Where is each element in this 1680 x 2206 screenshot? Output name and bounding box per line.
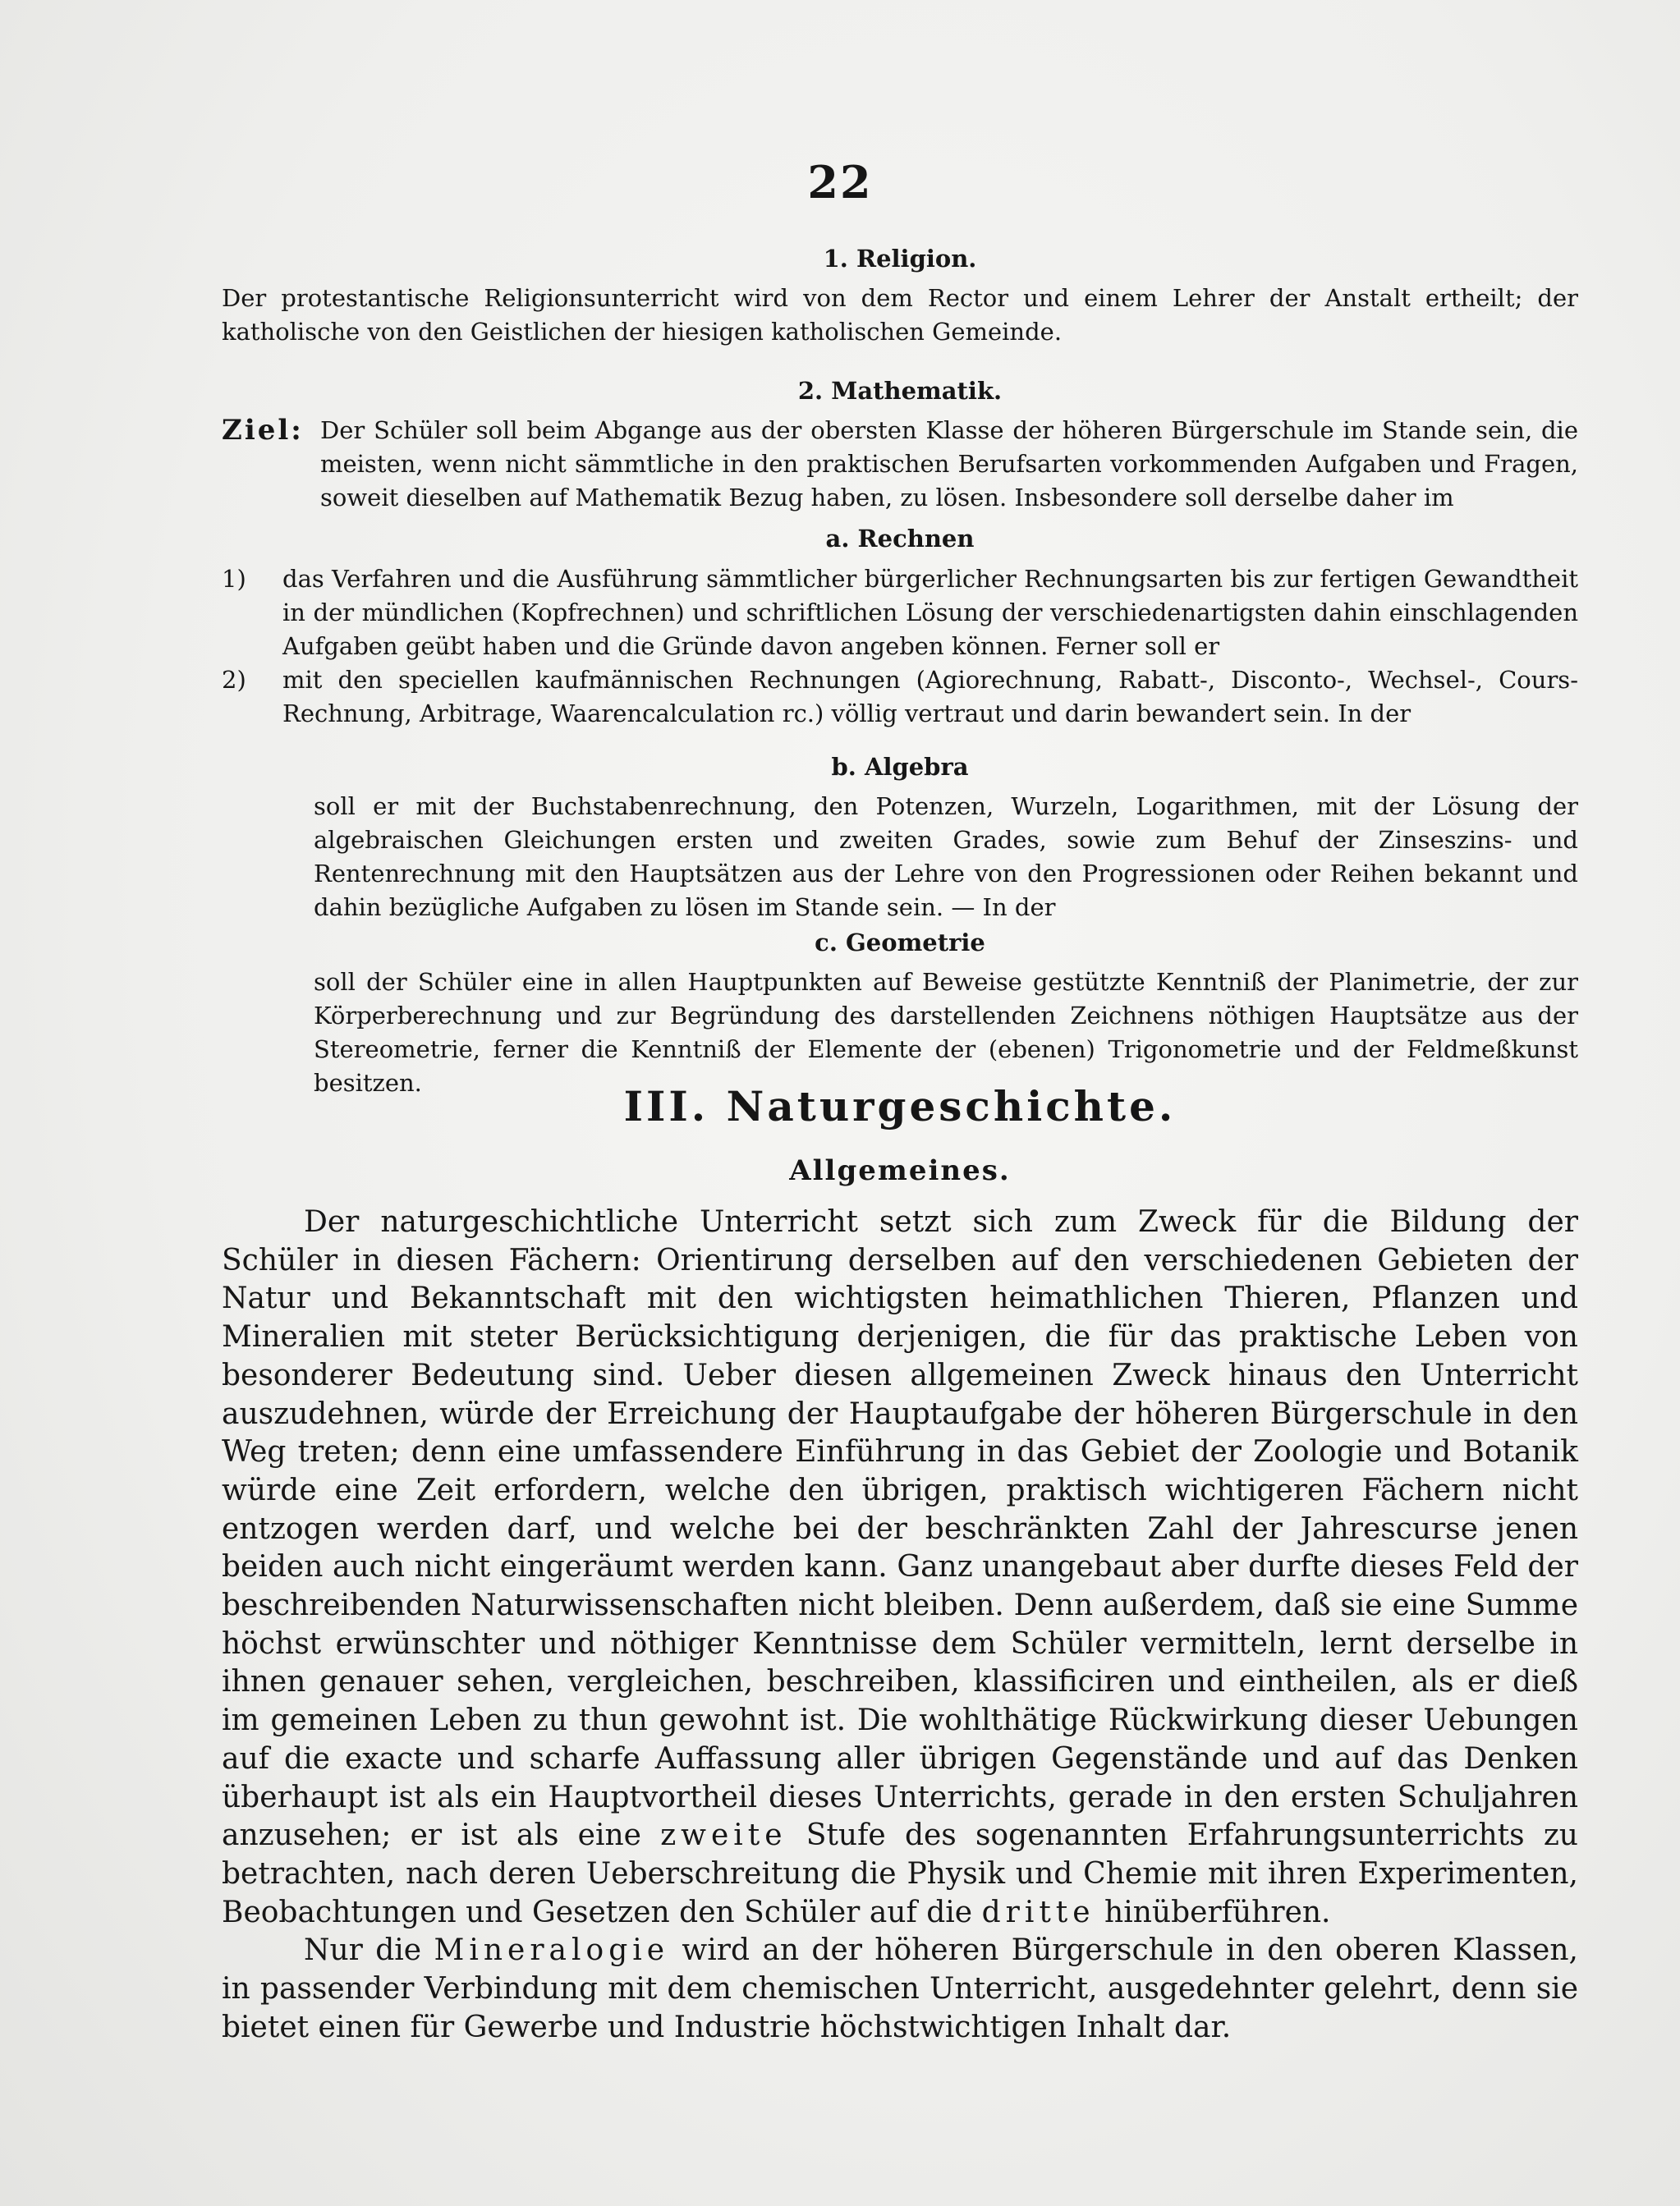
paragraph [222, 1932, 1578, 2047]
paragraph [222, 1204, 1578, 1932]
natural-history-subheading: Allgemeines. [789, 1154, 1011, 1187]
spaced-word: Mineralogie [434, 1933, 670, 1968]
paragraph-text: Der naturgeschichtliche Unterricht setzt sich zum Zweck für die Bildung der Schüler in diesen Fächern: Orientirung derselben auf den verschiedenen Gebieten der Natur und Bekanntschaft mit den wichtigsten heimathlichen Thieren, Pflanzen und Mineralien mit steter Berücksichtigung derjenigen, die für das praktische Leben von besonderer Bedeutung sind. Ueber diesen allgemeinen Zweck hinaus den Unterricht auszudehnen, würde der Erreichung der Hauptaufgabe der höheren Bürgerschule in den Weg treten; denn eine umfassendere Einführung in das Gebiet der Zoologie und Botanik würde eine Zeit erfordern, welche den übrigen, praktisch wichtigeren Fächern nicht entzogen werden darf, und welche bei der beschränkten Zahl der Jahrescurse jenen beiden auch nicht eingeräumt werden kann. Ganz unangebaut aber durfte dieses Feld der beschreibenden Naturwissenschaften nicht bleiben. Denn außerdem, daß sie eine Summe höchst erwünschter und nöthiger Kenntnisse dem Schüler vermitteln, lernt derselbe in ihnen genauer sehen, vergleichen, beschreiben, klassificiren und eintheilen, als er dieß im gemeinen Leben zu thun gewohnt ist. Die wohlthätige Rückwirkung dieser Uebungen auf die exacte und scharfe Auffassung aller übrigen Gegenstände und auf das Denken überhaupt ist als ein Hauptvortheil dieses Unterrichts, gerade in den ersten Schuljahren anzusehen; er ist als eine [222, 1205, 1578, 1853]
algebra-paragraph: soll er mit der Buchstabenrechnung, den Potenzen, Wurzeln, Logarithmen, mit der Lösung der algebraischen Gleichungen ersten und zweiten Grades, sowie zum Behuf der Zinseszins- und Rentenrechnung mit den Hauptsätzen aus der Lehre von den Progressionen oder Reihen bekannt und dahin bezügliche Aufgaben zu lösen im Stande sein. — In der [314, 792, 1578, 921]
geometry-heading: c. Geometrie [815, 929, 985, 956]
paragraph-text: wird an der höheren Bürgerschule in den oberen Klassen, in passender Verbindung mit dem chemischen Unterricht, ausgedehnter gelehrt, denn sie bietet einen für Gewerbe und Industrie höchstwichtigen Inhalt dar. [222, 1933, 1578, 2044]
algebra-heading: b. Algebra [831, 753, 969, 781]
mathematics-heading: 2. Mathematik. [797, 377, 1003, 405]
list-item-text: mit den speciellen kaufmännischen Rechnungen (Agiorechnung, Rabatt-, Disconto-, Wechsel-, Cours-Rechnung, Arbitrage, Waarencalculation rc.) völlig vertraut und darin bewandert sein. In der [282, 666, 1578, 727]
spaced-word: zweite [660, 1818, 787, 1853]
natural-history-heading: III. Naturgeschichte. [623, 1082, 1177, 1131]
list-item [222, 663, 1578, 731]
goal-paragraph: Der Schüler soll beim Abgange aus der obersten Klasse der höheren Bürgerschule im Stande sein, die meisten, wenn nicht sämmtliche in den praktischen Berufsarten vorkommenden Aufgaben und Fragen, soweit dieselben auf Mathematik Bezug haben, zu lösen. Insbesondere soll derselbe daher im [320, 416, 1578, 511]
religion-heading: 1. Religion. [823, 245, 977, 273]
page-number: 22 [807, 156, 873, 209]
goal-label: Ziel: [222, 414, 304, 447]
religion-paragraph: Der protestantische Religionsunterricht wird von dem Rector und einem Lehrer der Anstalt ertheilt; der katholische von den Geistlichen der hiesigen katholischen Gemeinde. [222, 284, 1578, 346]
natural-history-body [222, 1204, 1578, 2047]
geometry-paragraph: soll der Schüler eine in allen Hauptpunkten auf Beweise gestützte Kenntniß der Planimetrie, der zur Körperberechnung und zur Begründung des darstellenden Zeichnens nöthigen Hauptsätze aus der Stereometrie, ferner die Kenntniß der Elemente der (ebenen) Trigonometrie und der Feldmeßkunst besitzen. [314, 968, 1578, 1097]
paragraph-text: hinüberführen. [1104, 1895, 1331, 1929]
list-item-text: das Verfahren und die Ausführung sämmtlicher bürgerlicher Rechnungsarten bis zur fertigen Gewandtheit in der mündlichen (Kopfrechnen) und schriftlichen Lösung der verschiedenartigsten dahin einschlagenden Aufgaben geübt haben und die Gründe davon angeben können. Ferner soll er [282, 565, 1578, 660]
arithmetic-heading: a. Rechnen [825, 525, 975, 553]
spaced-word: dritte [981, 1895, 1095, 1929]
paragraph-text: Stufe des sogenannten Erfahrungsunterrichts zu betrachten, nach deren Ueberschreitung die Physik und Chemie mit ihren Experimenten, Beobachtungen und Gesetzen den Schüler auf die [222, 1818, 1578, 1929]
arithmetic-list [222, 562, 1578, 731]
list-item-number: 1) [222, 565, 246, 593]
paragraph-text: Nur die [304, 1933, 422, 1968]
list-item [222, 562, 1578, 663]
mathematics-goal [222, 414, 1578, 515]
list-item-number: 2) [222, 666, 246, 694]
